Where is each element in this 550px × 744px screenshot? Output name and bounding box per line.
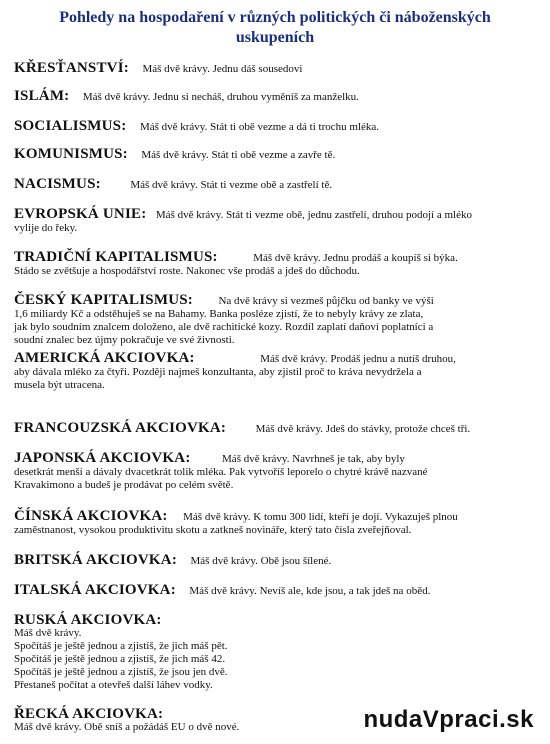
entry-text: Máš dvě krávy. Jednu si necháš, druhou vyměníš za manželku. [82, 91, 359, 103]
entry-text: Máš dvě krávy. K tomu 300 lidí, kteří je dojí. Vykazuješ plnou [183, 511, 458, 523]
entry-francouzska-akciovka [14, 422, 539, 436]
entry-name: BRITSKÁ AKCIOVKA: [14, 552, 178, 568]
entry-text-line-2: Stádo se zvětšuje a hospodářství roste. Nakonec vše prodáš a jdeš do důchodu. [14, 265, 360, 277]
entry-islam [14, 90, 539, 104]
title-line-2: uskupeních [235, 29, 315, 46]
entry-text-line-3: Kravakimono a budeš je prodávat po celém světě. [14, 479, 234, 491]
entry-text-line-2: desetkrát menší a dávaly dvacetkrát tolik mléka. Pak vytvoříš leporelo o chytré krávě nazvané [14, 466, 428, 478]
entry-text: Máš dvě krávy. Navrhneš je tak, aby byly [222, 453, 405, 465]
entry-name: ITALSKÁ AKCIOVKA: [14, 582, 176, 598]
entry-name: FRANCOUZSKÁ AKCIOVKA: [14, 420, 227, 436]
entry-text-line-2: Spočítáš je ještě jednou a zjistíš, že jich máš pět. [14, 640, 228, 652]
entry-ruska-akciovka [14, 614, 539, 692]
title-line-1: Pohledy na hospodaření v různých politických či náboženských [59, 9, 491, 26]
entry-text: Na dvě krávy si vezmeš půjčku od banky ve výši [218, 295, 434, 307]
entry-text: Máš dvě krávy. Jednu prodáš a koupíš si býka. [253, 252, 458, 264]
entry-socialismus [14, 120, 539, 134]
entry-name: ČÍNSKÁ AKCIOVKA: [14, 508, 168, 524]
entry-americka-akciovka [14, 352, 539, 392]
entry-evropska-unie [14, 208, 539, 235]
entry-text: Máš dvě krávy. Stát ti vezme obě a zastřelí tě. [130, 179, 333, 191]
entry-name: JAPONSKÁ AKCIOVKA: [14, 450, 191, 466]
entry-text: Máš dvě krávy. Jednu dáš sousedovi [142, 63, 303, 75]
entry-text-line-3: Spočítáš je ještě jednou a zjistíš, že jich máš 42. [14, 653, 226, 665]
entry-text-line-3: jak bylo soudním znalcem doloženo, ale dvě rachitické kozy. Rozdíl zaplatí daňoví poplatníci a [14, 321, 434, 333]
entry-text: Máš dvě krávy. Stát ti obě vezme a zavře tě. [141, 149, 336, 161]
entry-text-line-3: musela být utracena. [14, 379, 105, 391]
entry-text: Máš dvě krávy. Stát ti obě vezme a dá ti trochu mléka. [139, 121, 380, 133]
entry-text-line-2: zaměstnanost, vysokou produktivitu skotu a zatkneš novináře, který tato čísla zveřejňoval. [14, 524, 412, 536]
entry-name: NACISMUS: [14, 176, 101, 192]
entry-text-line-2: aby dávala mléko za čtyři. Později najmeš konzultanta, aby zjistil proč to kráva nevydržela a [14, 366, 422, 378]
entry-name: ŘECKÁ AKCIOVKA: [14, 706, 164, 722]
watermark-logo: nudaVpraci.sk [363, 706, 534, 733]
entry-name: EVROPSKÁ UNIE: [14, 206, 147, 222]
entry-name: SOCIALISMUS: [14, 118, 127, 134]
entry-cesky-kapitalismus [14, 294, 539, 347]
entry-name: AMERICKÁ AKCIOVKA: [14, 350, 195, 366]
entry-name: RUSKÁ AKCIOVKA: [14, 612, 162, 628]
entry-text-line-2: 1,6 miliardy Kč a odstěhuješ se na Bahamy. Banka posléze zjistí, že to nebyly krávy ze zlata, [14, 308, 424, 320]
entry-name: ISLÁM: [14, 88, 70, 104]
entry-text-line-2: vylije do řeky. [14, 222, 78, 234]
entry-japonska-akciovka [14, 452, 539, 492]
entry-text-line-4: soudní znalec bez újmy pokračuje ve své živnosti. [14, 334, 235, 346]
entry-italska-akciovka [14, 584, 539, 598]
entry-text: Máš dvě krávy. Obě jsou šílené. [190, 555, 332, 567]
page-title [0, 8, 550, 48]
entry-tradicni-kapitalismus [14, 251, 539, 278]
entry-nacismus [14, 178, 539, 192]
entry-text: Máš dvě krávy. Jdeš do stávky, protože chceš tři. [255, 423, 471, 435]
entry-krestanstvi [14, 62, 539, 76]
entry-cinska-akciovka [14, 510, 539, 537]
entry-text: Máš dvě krávy. Stát ti vezme obě, jednu zastřelí, druhou podojí a mléko [155, 209, 472, 221]
entry-text: Máš dvě krávy. Prodáš jednu a nutíš druhou, [260, 353, 456, 365]
entry-text-line-5: Přestaneš počítat a otevřeš další láhev vodky. [14, 679, 213, 691]
entry-text: Máš dvě krávy. Obě sníš a požádáš EU o dvě nové. [14, 721, 240, 733]
entry-name: ČESKÝ KAPITALISMUS: [14, 292, 193, 308]
entry-name: TRADIČNÍ KAPITALISMUS: [14, 249, 218, 265]
entry-name: KOMUNISMUS: [14, 146, 128, 162]
entry-komunismus [14, 148, 539, 162]
entry-name: KŘESŤANSTVÍ: [14, 60, 129, 76]
entry-britska-akciovka [14, 554, 539, 568]
entry-text: Máš dvě krávy. [14, 627, 82, 639]
entry-text: Máš dvě krávy. Nevíš ale, kde jsou, a tak jdeš na oběd. [189, 585, 431, 597]
entry-text-line-4: Spočítáš je ještě jednou a zjistíš, že jsou jen dvě. [14, 666, 228, 678]
